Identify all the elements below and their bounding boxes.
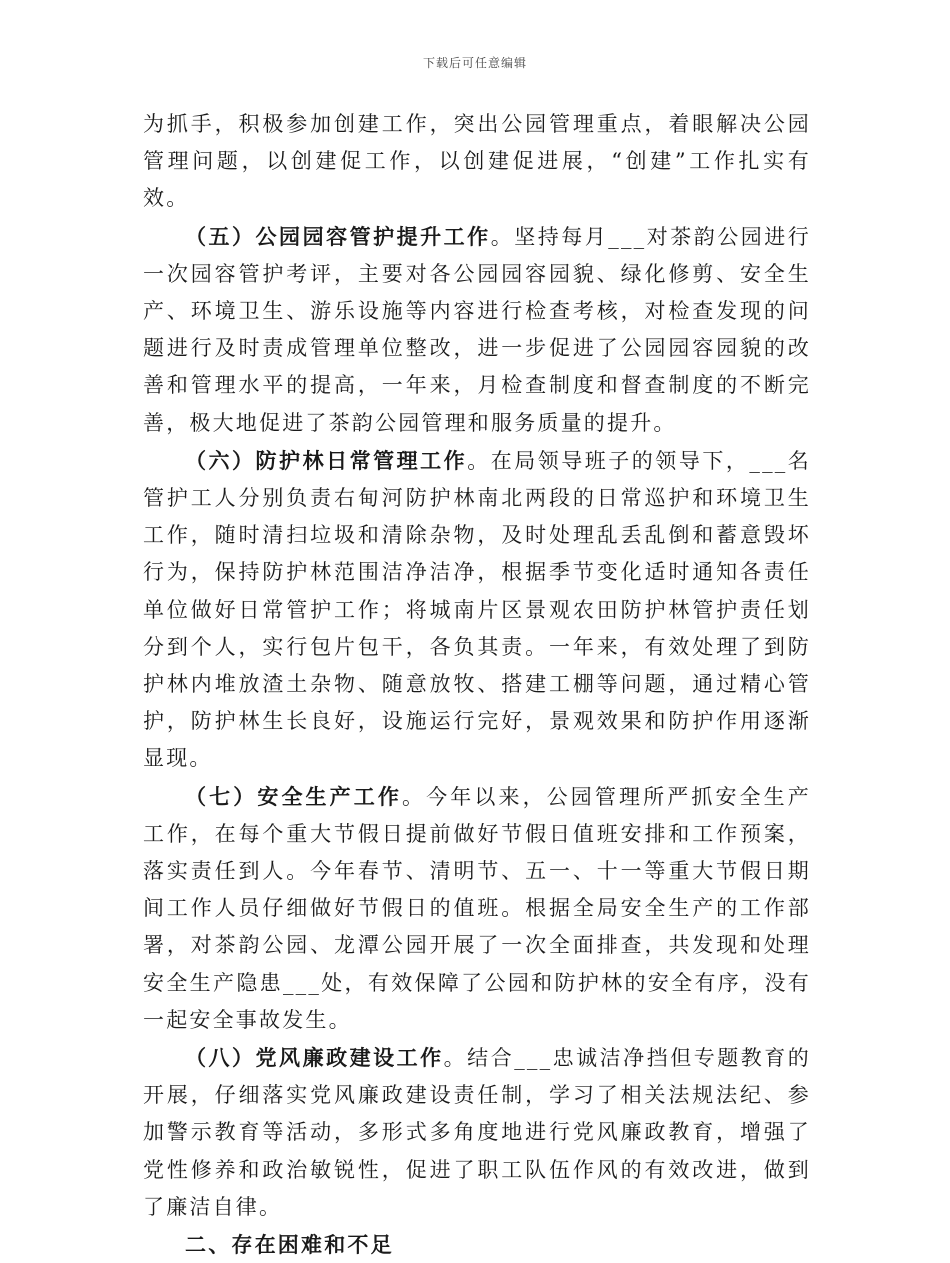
paragraph-text: 。结合___忠诚洁净挡但专题教育的开展，仔细落实党风廉政建设责任制，学习了相关法规法纪、参加警示教育等活动，多形式多角度地进行党风廉政教育，增强了党性修养和政治敏锐性，促进了职工队伍作风的有效改进，做到了廉洁自律。 [143,1046,811,1219]
paragraph-text: 。坚持每月___对茶韵公园进行一次园容管护考评，主要对各公园园容园貌、绿化修剪、安全生产、环境卫生、游乐设施等内容进行检查考核，对检查发现的问题进行及时责成管理单位整改，进一步促进了公园园容园貌的改善和管理水平的提高，一年来，月检查制度和督查制度的不断完善，极大地促进了茶韵公园管理和服务质量的提升。 [143,224,811,435]
paragraph-heading: （七）安全生产工作 [185,783,403,809]
paragraph-heading: （五）公园园容管护提升工作 [185,223,491,249]
paragraph-forest-management [143,442,811,778]
paragraph-heading: （八）党风廉政建设工作 [185,1045,444,1071]
paragraph-text: 。在局领导班子的领导下，___名管护工人分别负责右甸河防护林南北两段的日常巡护和环境卫生工作，随时清扫垃圾和清除杂物，及时处理乱丢乱倒和蓄意毁坏行为，保持防护林范围洁净洁净，根据季节变化适时通知各责任单位做好日常管护工作；将城南片区景观农田防护林管护责任划分到个人，实行包片包干，各负其责。一年来，有效处理了到防护林内堆放渣土杂物、随意放牧、搭建工棚等问题，通过精心管护，防护林生长良好，设施运行完好，景观效果和防护作用逐渐显现。 [143,448,811,771]
paragraph-text: 。今年以来，公园管理所严抓安全生产工作，在每个重大节假日提前做好节假日值班安排和工作预案，落实责任到人。今年春节、清明节、五一、十一等重大节假日期间工作人员仔细做好节假日的值班。根据全局安全生产的工作部署，对茶韵公园、龙潭公园开展了一次全面排查，共发现和处理安全生产隐患___处，有效保障了公园和防护林的安全有序，没有一起安全事故发生。 [143,784,811,1032]
paragraph-integrity [143,1039,811,1226]
paragraph-heading: （六）防护林日常管理工作 [185,447,468,473]
paragraph-park-maintenance [143,218,811,442]
paragraph-continuation [143,106,811,218]
section-title: 二、存在困难和不足 [185,1232,394,1258]
paragraph-text: 为抓手，积极参加创建工作，突出公园管理重点，着眼解决公园管理问题，以创建促工作，以创建促进展，“创建”工作扎实有效。 [143,112,811,211]
document-body [143,106,811,1263]
page-header-note: 下载后可任意编辑 [422,56,527,70]
paragraph-safety [143,778,811,1039]
